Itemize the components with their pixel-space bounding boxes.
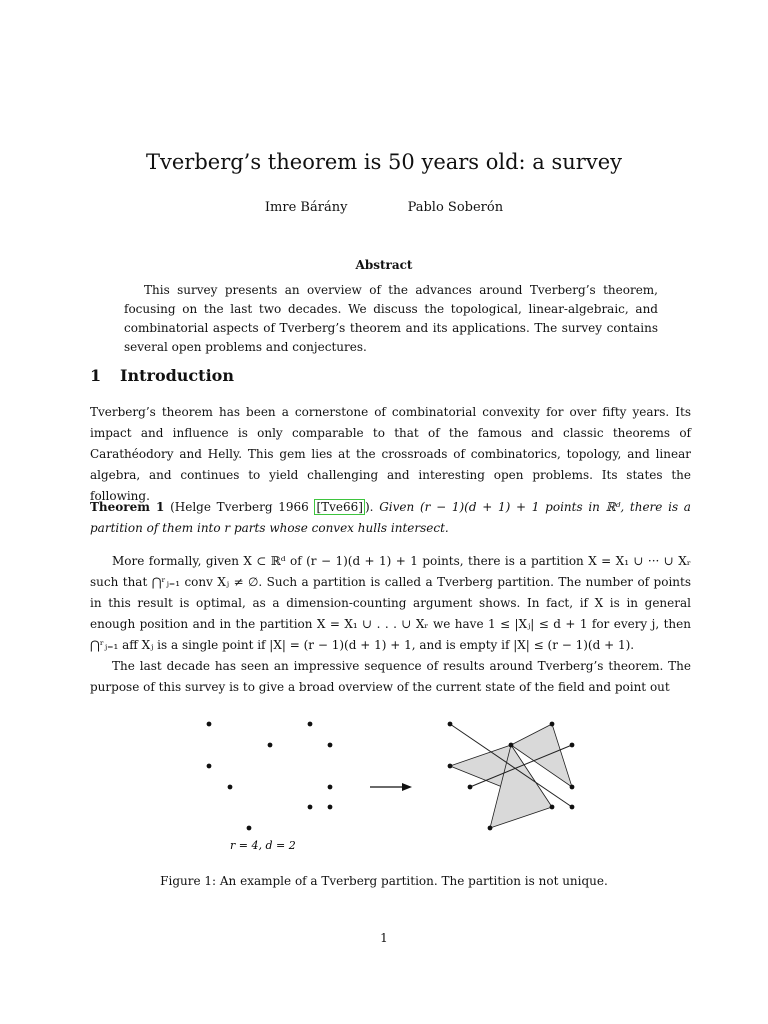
partition-point — [570, 743, 575, 748]
intro-paragraph: Tverberg’s theorem has been a cornerstone of combinatorial convexity for over fifty years. Its impact and influence is only comparable to that of the famous and classic theorems of Carathéodory and Helly. This gem lies at the crossroads of combinatorics, topology, and linear algebra, and continues to yield challenging and interesting open problems. Its states the following. — [90, 405, 691, 503]
arrow-head-icon — [402, 783, 412, 791]
theorem-attribution-suffix: ). — [365, 500, 374, 514]
theorem-label: Theorem 1 — [90, 500, 165, 514]
partition-point — [488, 826, 493, 831]
input-point — [247, 826, 252, 831]
input-point — [328, 743, 333, 748]
input-point — [328, 785, 333, 790]
partition-point — [550, 722, 555, 727]
partition-point — [448, 722, 453, 727]
theorem-block — [90, 497, 691, 539]
partition-point — [550, 805, 555, 810]
tverberg-figure — [190, 705, 590, 865]
input-point — [207, 722, 212, 727]
input-point — [268, 743, 273, 748]
partition-point — [570, 785, 575, 790]
figure-canvas — [190, 705, 590, 865]
partition-point — [570, 805, 575, 810]
body-paragraph: More formally, given X ⊂ ℝᵈ of (r − 1)(d + 1) + 1 points, there is a partition X = X₁ ∪ ··· ∪ Xᵣ such that ⋂ʳⱼ₌₁ conv Xⱼ ≠ ∅. Such a partition is called a Tverberg partition. The number of points in this result is optimal, as a dimension-counting argument shows. In fact, if X is in general enough position and in the partition X = X₁ ∪ . . . ∪ Xᵣ we have 1 ≤ |Xⱼ| ≤ d + 1 for every j, then ⋂ʳⱼ₌₁ aff Xⱼ is a single point if |X| = (r − 1)(d + 1) + 1, and is empty if |X| ≤ (r − 1)(d + 1). — [90, 554, 691, 652]
abstract-text: This survey presents an overview of the advances around Tverberg’s theorem, focusing on the last two decades. We discuss the topological, linear-algebraic, and combinatorial aspects of Tverberg’s theorem and its applications. The survey contains several open problems and conjectures. — [124, 283, 658, 354]
theorem-statement: Given (r − 1)(d + 1) + 1 points in ℝᵈ, there is a partition of them into r parts whose convex hulls intersect. — [90, 500, 691, 535]
input-point — [228, 785, 233, 790]
input-point — [308, 805, 313, 810]
page-number: 1 — [380, 931, 388, 945]
partition-point — [468, 785, 473, 790]
author-name: Imre Bárány — [264, 200, 348, 215]
abstract-heading: Abstract — [355, 258, 413, 272]
section-heading — [90, 366, 234, 385]
figure-parameter-label: r = 4, d = 2 — [230, 839, 296, 852]
partition-point — [509, 743, 514, 748]
theorem-attribution-prefix: (Helge Tverberg 1966 — [170, 500, 315, 514]
section-title: Introduction — [120, 366, 234, 385]
citation-link[interactable]: [Tve66] — [316, 500, 363, 514]
paper-title: Tverberg’s theorem is 50 years old: a survey — [145, 150, 623, 174]
input-point — [328, 805, 333, 810]
input-point — [207, 764, 212, 769]
body-paragraph: The last decade has seen an impressive sequence of results around Tverberg’s theorem. The purpose of this survey is to give a broad overview of the current state of the field and point out — [90, 659, 691, 694]
section-number: 1 — [90, 366, 102, 385]
author-list — [0, 200, 768, 215]
figure-caption: Figure 1: An example of a Tverberg partition. The partition is not unique. — [160, 874, 608, 888]
partition-point — [448, 764, 453, 769]
author-name: Pablo Soberón — [407, 200, 504, 215]
input-point — [308, 722, 313, 727]
